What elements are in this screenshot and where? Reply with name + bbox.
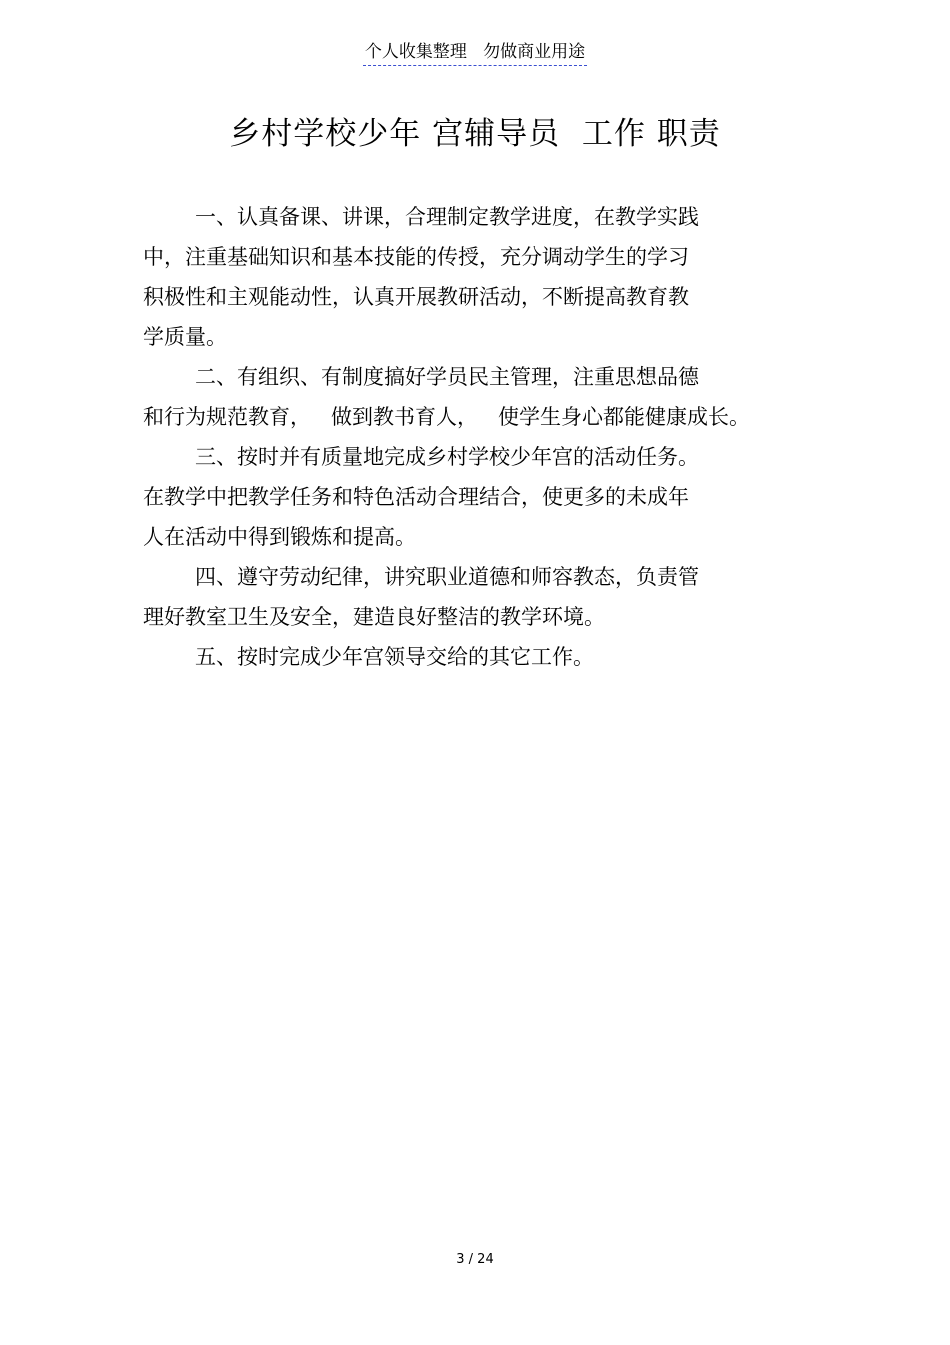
body-line: 五、按时完成少年宫领导交给的其它工作。 bbox=[195, 645, 594, 669]
body-line: 四、遵守劳动纪律，讲究职业道德和师容教态，负责管 bbox=[195, 565, 699, 589]
body-line: 三、按时并有质量地完成乡村学校少年宫的活动任务。 bbox=[195, 445, 699, 469]
body-line: 理好教室卫生及安全，建造良好整洁的教学环境。 bbox=[143, 605, 605, 629]
body-line: 中，注重基础知识和基本技能的传授，充分调动学生的学习 bbox=[143, 245, 689, 269]
body-line: 和行为规范教育， 做到教书育人， 使学生身心都能健康成长。 bbox=[143, 405, 751, 429]
page-header bbox=[0, 40, 950, 66]
body-line: 人在活动中得到锻炼和提高。 bbox=[143, 525, 416, 549]
document-title: 乡村学校少年 宫辅导员 工作 职责 bbox=[229, 116, 721, 152]
body-line: 一、认真备课、讲课，合理制定教学进度，在教学实践 bbox=[195, 205, 699, 229]
body-line: 在教学中把教学任务和特色活动合理结合，使更多的未成年 bbox=[143, 485, 689, 509]
header-watermark-text: 个人收集整理 勿做商业用途 bbox=[363, 40, 587, 66]
body-line: 学质量。 bbox=[143, 325, 227, 349]
document-body bbox=[143, 197, 803, 677]
page-number: 3 / 24 bbox=[456, 1252, 494, 1267]
body-line: 积极性和主观能动性，认真开展教研活动，不断提高教育教 bbox=[143, 285, 689, 309]
body-line: 二、有组织、有制度搞好学员民主管理，注重思想品德 bbox=[195, 365, 699, 389]
